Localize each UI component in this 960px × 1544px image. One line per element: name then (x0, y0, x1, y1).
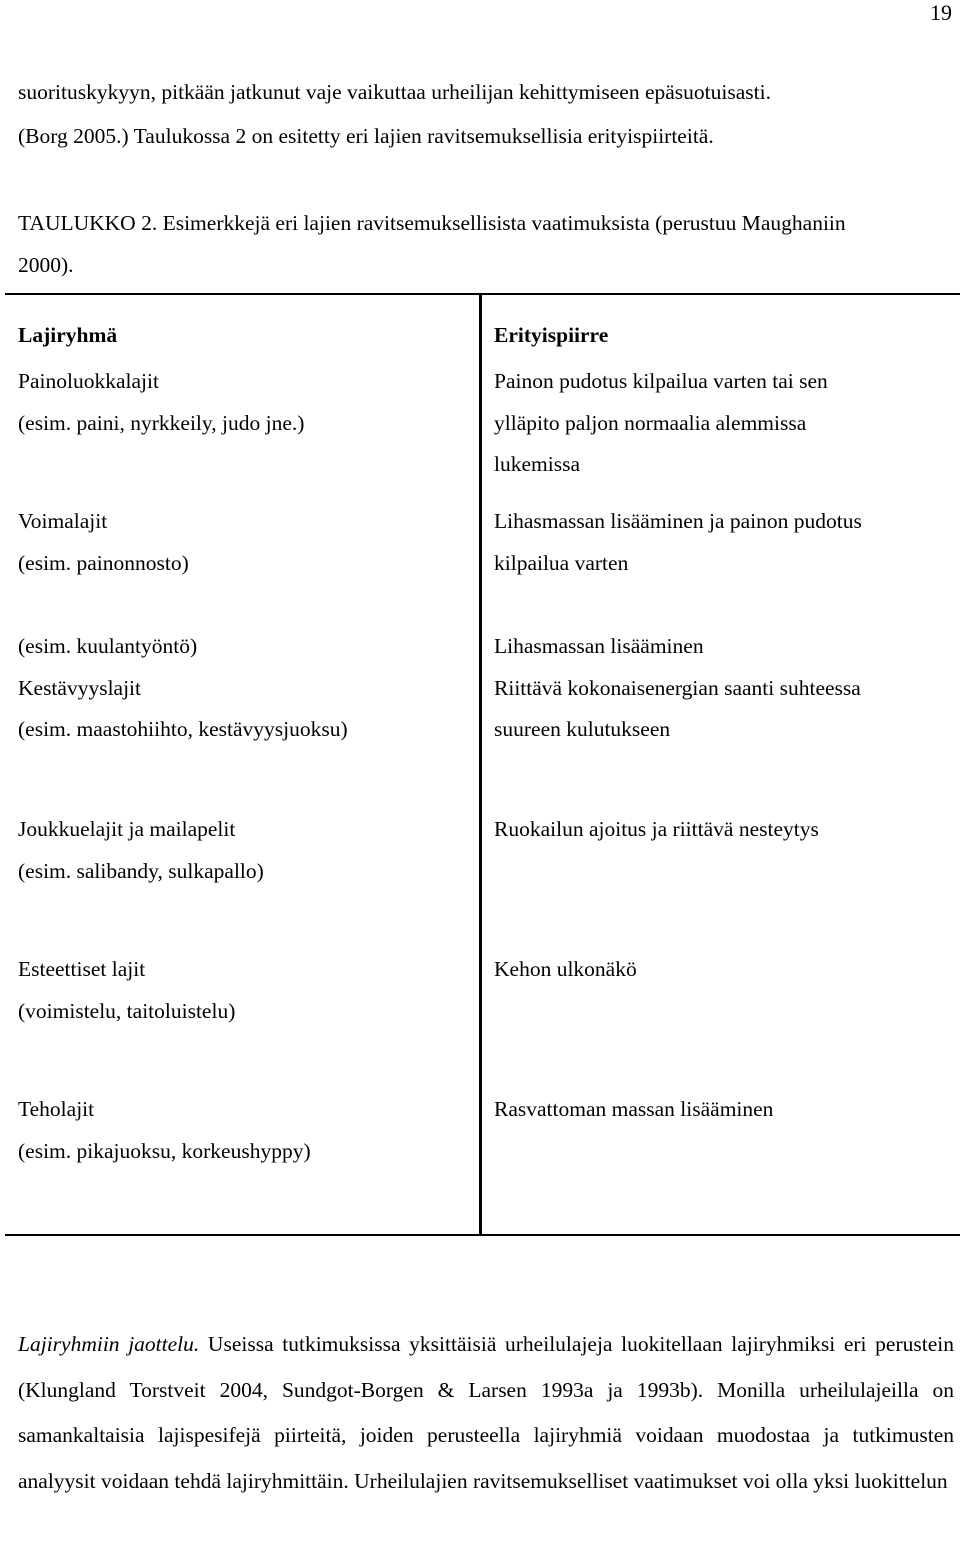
cell-text: Painon pudotus kilpailua varten tai sen (494, 369, 828, 393)
cell-text: Voimalajit (18, 509, 108, 533)
body-paragraph (18, 1322, 954, 1504)
table-header-left (18, 315, 468, 357)
cell-text: Esteettiset lajit (18, 957, 146, 981)
table-caption (18, 202, 953, 286)
cell-text: suureen kulutukseen (494, 717, 671, 741)
cell-text: Joukkuelajit ja mailapelit (18, 817, 236, 841)
table-row-4-right (494, 809, 954, 851)
table-row-5-right (494, 949, 954, 991)
page-number: 19 (930, 0, 952, 25)
table-row-2-left (18, 501, 468, 584)
cell-text: (esim. paini, nyrkkeily, judo jne.) (18, 410, 305, 435)
table-row-5-left (18, 949, 468, 1032)
cell-text: Riittävä kokonaisenergian saanti suhteessa (494, 675, 861, 700)
table-row-6-right (494, 1089, 954, 1131)
cell-text: (esim. pikajuoksu, korkeushyppy) (18, 1138, 311, 1163)
cell-text: Painoluokkalajit (18, 369, 159, 393)
table-row-6-left (18, 1089, 468, 1172)
cell-text: Teholajit (18, 1097, 95, 1121)
cell-text: Ruokailun ajoitus ja riittävä nesteytys (494, 817, 819, 841)
table-row-2-right (494, 501, 954, 584)
table-bottom-rule (5, 1234, 960, 1236)
cell-text: (esim. maastohiihto, kestävyysjuoksu) (18, 717, 348, 741)
paragraph-heading: Lajiryhmiin jaottelu. (18, 1332, 200, 1356)
intro-line-1: suorituskykyyn, pitkään jatkunut vaje vaikuttaa urheilijan kehittymiseen epäsuotuisasti. (18, 80, 771, 104)
cell-text: Lihasmassan lisääminen ja painon pudotus (494, 509, 862, 533)
header-erityispiirre: Erityispiirre (494, 323, 609, 347)
table-row-3-left (18, 626, 468, 751)
cell-text: Kestävyyslajit (18, 675, 142, 700)
cell-text: ylläpito paljon normaalia alemmissa (494, 410, 807, 435)
table-row-1-right (494, 361, 954, 486)
cell-text: (esim. painonnosto) (18, 550, 189, 575)
cell-text: Rasvattoman massan lisääminen (494, 1097, 774, 1121)
table-column-divider (479, 293, 482, 1236)
cell-text: (esim. kuulantyöntö) (18, 634, 198, 658)
cell-text: Lihasmassan lisääminen (494, 634, 704, 658)
cell-text: Kehon ulkonäkö (494, 957, 637, 981)
cell-text: (esim. salibandy, sulkapallo) (18, 858, 264, 883)
caption-line-1: TAULUKKO 2. Esimerkkejä eri lajien ravitsemuksellisista vaatimuksista (perustuu Maughaniin (18, 211, 846, 235)
table-row-4-left (18, 809, 468, 892)
header-lajiryhma: Lajiryhmä (18, 323, 118, 347)
paragraph-text: Useissa tutkimuksissa yksittäisiä urheilulajeja luokitellaan lajiryhmiksi eri perustein (Klungland Torstveit 2004, Sundgot-Borgen & Larsen 1993a ja 1993b). Monilla urheilulajeilla on samankaltaisia lajispesifejä piirteitä, joiden perusteella lajiryhmiä voidaan muodostaa ja tutkimusten analyysit voidaan tehdä lajiryhmittäin. Urheilulajien ravitsemukselliset vaatimukset voi olla yksi luokittelun (18, 1332, 954, 1493)
caption-line-2: 2000). (18, 253, 74, 277)
intro-paragraph (18, 70, 953, 158)
table-row-1-left (18, 361, 468, 444)
cell-text: (voimistelu, taitoluistelu) (18, 998, 236, 1023)
table-top-rule (5, 293, 960, 295)
cell-text: lukemissa (494, 452, 580, 476)
cell-text: kilpailua varten (494, 550, 629, 575)
table-header-right (494, 315, 954, 357)
intro-line-2: (Borg 2005.) Taulukossa 2 on esitetty eri lajien ravitsemuksellisia erityispiirteitä. (18, 124, 714, 148)
table-row-3-right (494, 626, 954, 751)
